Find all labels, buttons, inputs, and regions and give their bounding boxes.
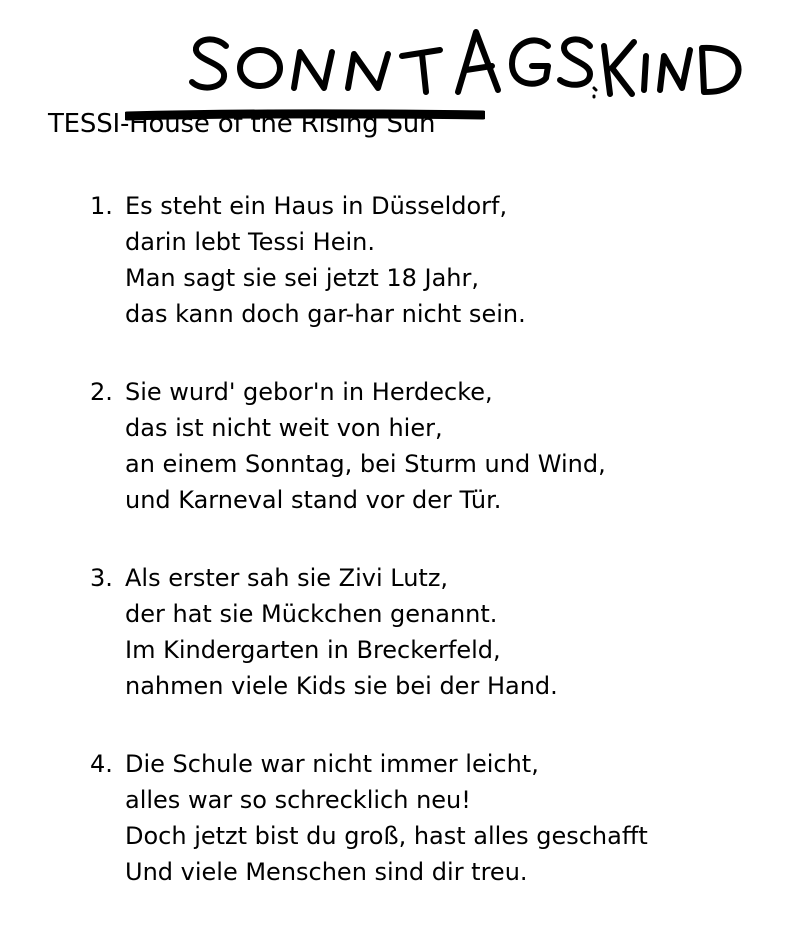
verse-line: Man sagt sie sei jetzt 18 Jahr,	[125, 264, 480, 292]
struck-song-title	[129, 108, 435, 140]
title-letter-k	[604, 42, 634, 94]
verse-line: Doch jetzt bist du groß, hast alles geschafft	[125, 822, 648, 850]
verse-number: 1.	[90, 192, 113, 220]
verse-number: 3.	[90, 564, 113, 592]
title-letter-a	[458, 32, 498, 92]
verse-line: Es steht ein Haus in Düsseldorf,	[125, 192, 508, 220]
verse-list	[90, 188, 648, 932]
title-letter-n	[294, 52, 332, 88]
verse	[90, 560, 648, 704]
verse-line: nahmen viele Kids sie bei der Hand.	[125, 672, 558, 700]
song-subtitle	[48, 108, 435, 140]
title-letter-t	[402, 50, 440, 92]
verse-line: der hat sie Mückchen genannt.	[125, 600, 498, 628]
title-letter-n2	[348, 54, 388, 88]
verse-line: Im Kindergarten in Breckerfeld,	[125, 636, 501, 664]
title-letter-g	[512, 40, 548, 83]
pen-mark	[594, 88, 596, 97]
subtitle-prefix: TESSI-	[48, 109, 130, 139]
title-letter-n3	[660, 50, 690, 90]
verse-lines	[125, 188, 526, 332]
verse-line: das kann doch gar-har nicht sein.	[125, 300, 526, 328]
verse-line: an einem Sonntag, bei Sturm und Wind,	[125, 450, 606, 478]
verse-number: 4.	[90, 750, 113, 778]
verse-line: Als erster sah sie Zivi Lutz,	[125, 564, 449, 592]
title-letter-s	[192, 39, 226, 87]
verse	[90, 374, 648, 518]
verse-line: und Karneval stand vor der Tür.	[125, 486, 502, 514]
verse-lines	[125, 560, 558, 704]
verse-line: das ist nicht weit von hier,	[125, 414, 443, 442]
verse-line: alles war so schrecklich neu!	[125, 786, 471, 814]
verse-line: Sie wurd' gebor'n in Herdecke,	[125, 378, 493, 406]
verse-line: darin lebt Tessi Hein.	[125, 228, 375, 256]
title-letter-d	[702, 48, 739, 92]
verse-lines	[125, 374, 606, 518]
title-letter-o	[240, 50, 280, 86]
struck-song-title-text: House of the Rising Sun	[129, 109, 436, 139]
verse-line: Die Schule war nicht immer leicht,	[125, 750, 539, 778]
verse	[90, 188, 648, 332]
verse-number: 2.	[90, 378, 113, 406]
handwritten-title	[186, 16, 746, 112]
title-letter-i	[644, 56, 646, 90]
title-letter-s2	[560, 39, 590, 84]
verse	[90, 746, 648, 890]
verse-line: Und viele Menschen sind dir treu.	[125, 858, 528, 886]
verse-lines	[125, 746, 648, 890]
